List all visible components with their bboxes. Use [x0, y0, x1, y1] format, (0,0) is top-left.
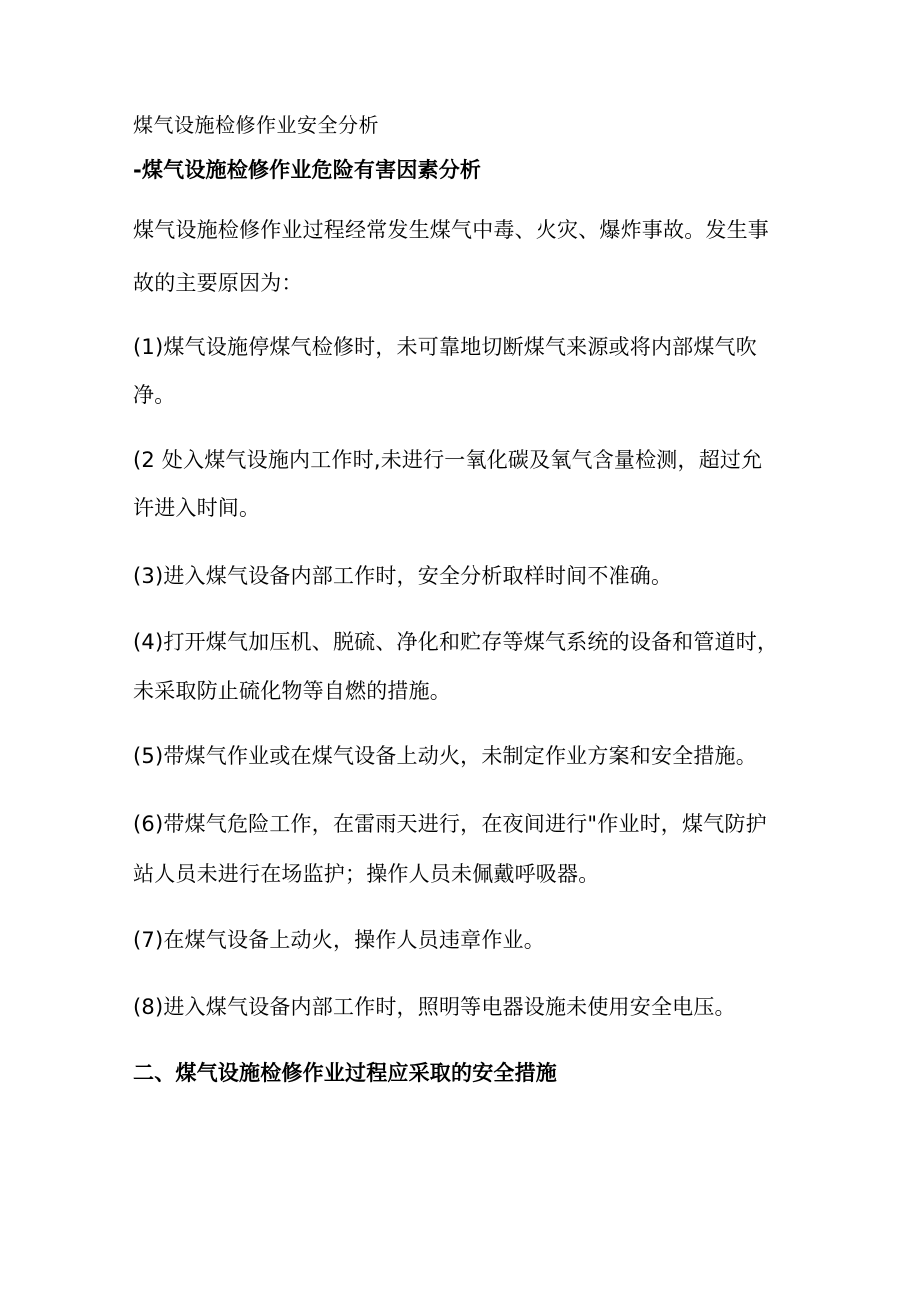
section-1-heading: -煤气设施检修作业危险有害因素分析 — [133, 158, 482, 182]
item-1-line-2: 净。 — [133, 383, 176, 407]
item-4-line-1: (4)打开煤气加压机、脱硫、净化和贮存等煤气系统的设备和管道时， — [133, 630, 779, 654]
item-3-line-1: (3)进入煤气设备内部工作时，安全分析取样时间不准确。 — [133, 564, 673, 588]
item-8-line-1: (8)进入煤气设备内部工作时，照明等电器设施未使用安全电压。 — [133, 995, 736, 1019]
item-6-line-2: 站人员未进行在场监护；操作人员未佩戴呼吸器。 — [133, 862, 600, 886]
item-2-line-1: (2 处入煤气设施内工作时,未进行一氧化碳及氧气含量检测，超过允 — [133, 448, 763, 472]
intro-line-1: 煤气设施检修作业过程经常发生煤气中毒、火灾、爆炸事故。发生事 — [133, 218, 769, 242]
item-7-line-1: (7)在煤气设备上动火，操作人员违章作业。 — [133, 928, 545, 952]
item-1-line-1: (1)煤气设施停煤气检修时，未可靠地切断煤气来源或将内部煤气吹 — [133, 335, 757, 359]
item-6-line-1: (6)带煤气危险工作，在雷雨天进行，在夜间进行"作业时，煤气防护 — [133, 812, 767, 836]
item-5-line-1: (5)带煤气作业或在煤气设备上动火，未制定作业方案和安全措施。 — [133, 744, 757, 768]
item-2-line-2: 许进入时间。 — [133, 496, 261, 520]
intro-line-2: 故的主要原因为： — [133, 271, 303, 295]
section-2-heading: 二、煤气设施检修作业过程应采取的安全措施 — [133, 1061, 557, 1085]
item-4-line-2: 未采取防止硫化物等自燃的措施。 — [133, 679, 451, 703]
document-title: 煤气设施检修作业安全分析 — [133, 113, 379, 137]
